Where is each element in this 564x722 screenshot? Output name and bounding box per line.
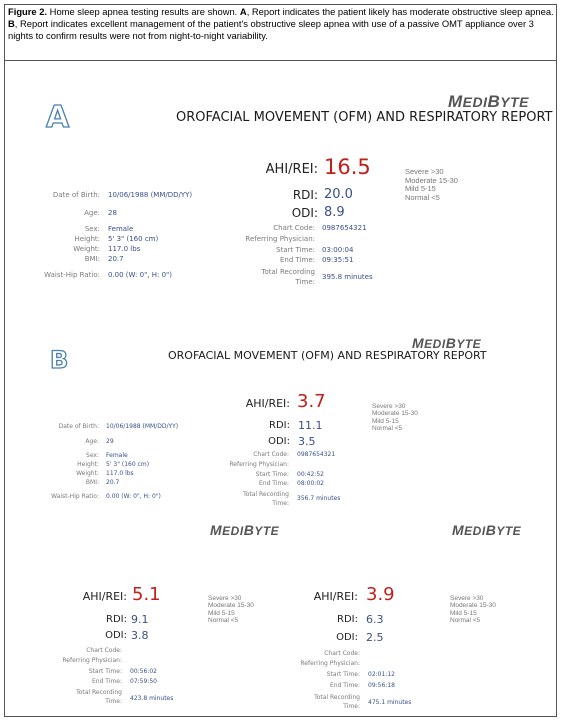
legend-severe: Severe >30 [208, 595, 242, 602]
ahi-value-night2: 5.1 [132, 584, 161, 605]
odi-value-a: 8.9 [324, 205, 345, 220]
legend-severe: Severe >30 [372, 403, 406, 410]
end-label-night2: End Time: [91, 678, 122, 685]
weight-value-b: 117.0 lbs [106, 470, 134, 477]
chart-code-label-b: Chart Code: [253, 451, 289, 458]
dob-value-a: 10/06/1988 (MM/DD/YY) [108, 191, 193, 199]
height-value-a: 5' 3" (160 cm) [108, 235, 159, 243]
ahi-label-b: AHI/REI: [245, 397, 290, 410]
rdi-label-night3: RDI: [337, 614, 358, 625]
odi-value-b: 3.5 [298, 435, 316, 448]
caption-label-b: B [8, 17, 15, 29]
total-value-b: 356.7 minutes [297, 495, 341, 502]
legend-mild: Mild 5-15 [372, 417, 399, 425]
end-label-b: End Time: [258, 480, 289, 487]
bmi-value-a: 20.7 [108, 255, 124, 263]
legend-severe: Severe >30 [405, 167, 444, 176]
whr-value-b: 0.00 (W: 0", H: 0") [106, 493, 161, 500]
ref-physician-label-night2: Referring Physician: [62, 657, 122, 664]
start-label-b: Start Time: [255, 471, 289, 478]
weight-label-a: Weight: [73, 245, 100, 253]
chart-code-label-a: Chart Code: [273, 224, 315, 232]
legend-severe: Severe >30 [450, 595, 484, 602]
chart-code-value-b: 0987654321 [297, 451, 336, 458]
whr-label-b: Waist-Hip Ratio: [51, 493, 99, 500]
end-label-night3: End Time: [329, 682, 360, 689]
severity-legend-night3 [450, 595, 496, 625]
end-label-a: End Time: [279, 256, 315, 264]
odi-value-night2: 3.8 [131, 629, 149, 642]
legend-moderate: Moderate 15-30 [405, 175, 458, 185]
ahi-label-night2: AHI/REI: [82, 590, 127, 603]
end-value-night2: 07:59:50 [130, 678, 157, 685]
report-title-a: OROFACIAL MOVEMENT (OFM) AND RESPIRATORY REPORT [176, 110, 553, 125]
start-value-b: 00:42:52 [297, 471, 324, 478]
legend-normal: Normal <5 [405, 192, 440, 202]
whr-label-a: Waist-Hip Ratio: [44, 271, 100, 279]
dob-label-a: Date of Birth: [52, 191, 100, 199]
height-label-b: Height: [77, 461, 99, 468]
age-value-b: 29 [106, 438, 114, 445]
end-value-b: 08:00:02 [297, 480, 324, 487]
dob-value-b: 10/06/1988 (MM/DD/YY) [106, 423, 179, 430]
legend-moderate: Moderate 15-30 [450, 602, 496, 610]
chart-code-label-night2: Chart Code: [86, 647, 122, 654]
start-value-night3: 02:01:12 [368, 671, 395, 678]
whr-value-a: 0.00 (W: 0", H: 0") [108, 271, 173, 279]
start-label-night2: Start Time: [88, 668, 122, 675]
total-value-a: 395.8 minutes [322, 273, 373, 281]
bmi-label-a: BMI: [84, 255, 100, 263]
legend-normal: Normal <5 [372, 425, 403, 433]
rdi-value-night3: 6.3 [366, 613, 384, 626]
ahi-value-a: 16.5 [324, 155, 371, 179]
sex-value-b: Female [106, 452, 128, 459]
ref-physician-label-night3: Referring Physician: [300, 660, 360, 667]
caption-text-1: Home sleep apnea testing results are shown. [47, 6, 240, 17]
legend-mild: Mild 5-15 [208, 609, 235, 617]
panel-letter-b: B [50, 346, 69, 374]
odi-label-night2: ODI: [105, 630, 127, 641]
medibyte-logo: MEDIBYTE [412, 335, 482, 351]
ref-physician-label-b: Referring Physician: [229, 461, 289, 468]
total-label-night3: Total Recording Time: [314, 694, 360, 710]
severity-legend-a [405, 168, 458, 203]
end-value-a: 09:35:51 [322, 256, 354, 264]
legend-normal: Normal <5 [208, 617, 239, 625]
ahi-label-a: AHI/REI: [265, 162, 318, 177]
report-title-b: OROFACIAL MOVEMENT (OFM) AND RESPIRATORY REPORT [168, 349, 487, 362]
sex-value-a: Female [108, 225, 134, 233]
legend-moderate: Moderate 15-30 [372, 410, 418, 418]
sex-label-a: Sex: [84, 225, 100, 233]
weight-label-b: Weight: [76, 470, 99, 477]
height-label-a: Height: [74, 235, 100, 243]
caption-label-a: A [239, 6, 247, 17]
age-value-a: 28 [108, 209, 117, 217]
rdi-label-night2: RDI: [106, 614, 127, 625]
start-label-night3: Start Time: [326, 671, 360, 678]
total-value-night3: 475.1 minutes [368, 699, 412, 706]
odi-value-night3: 2.5 [366, 631, 384, 644]
odi-label-b: ODI: [268, 436, 290, 447]
medibyte-logo: MEDIBYTE [452, 522, 522, 538]
bmi-value-b: 20.7 [106, 479, 120, 486]
severity-legend-night2 [208, 595, 254, 625]
ahi-value-b: 3.7 [297, 391, 326, 412]
caption-divider [4, 60, 557, 61]
start-value-a: 03:00:04 [322, 246, 354, 254]
height-value-b: 5' 3" (160 cm) [106, 461, 150, 468]
medibyte-logo: MEDIBYTE [448, 92, 530, 111]
caption-text-3: , Report indicates excellent management of the patient's obstructive sleep apnea with use of a passive OMT appliance over 3 nights to confirm results were not from night-to-night variability. [8, 17, 534, 41]
chart-code-value-a: 0987654321 [322, 224, 367, 232]
odi-label-night3: ODI: [336, 632, 358, 643]
start-label-a: Start Time: [276, 246, 315, 254]
severity-legend-b [372, 403, 418, 433]
rdi-label-a: RDI: [292, 188, 318, 202]
bmi-label-b: BMI: [85, 479, 99, 486]
rdi-value-night2: 9.1 [131, 613, 149, 626]
total-label-night2: Total Recording Time: [76, 689, 122, 705]
sex-label-b: Sex: [86, 452, 99, 459]
chart-code-label-night3: Chart Code: [324, 650, 360, 657]
ahi-label-night3: AHI/REI: [313, 590, 358, 603]
start-value-night2: 00:56:02 [130, 668, 157, 675]
age-label-b: Age: [85, 438, 99, 445]
total-value-night2: 423.8 minutes [130, 695, 174, 702]
ahi-value-night3: 3.9 [366, 584, 395, 605]
rdi-value-a: 20.0 [324, 187, 353, 202]
caption-figure-label: Figure 2. [8, 6, 48, 17]
legend-normal: Normal <5 [450, 617, 481, 625]
rdi-label-b: RDI: [269, 420, 290, 431]
medibyte-logo: MEDIBYTE [210, 522, 280, 538]
figure-caption [8, 6, 554, 41]
total-label-a: Total Recording Time: [261, 268, 315, 286]
odi-label-a: ODI: [291, 206, 318, 220]
rdi-value-b: 11.1 [298, 419, 323, 432]
weight-value-a: 117.0 lbs [108, 245, 141, 253]
legend-mild: Mild 5-15 [405, 184, 436, 194]
end-value-night3: 09:56:18 [368, 682, 395, 689]
total-label-b: Total Recording Time: [243, 491, 289, 507]
caption-text-2: , Report indicates the patient likely has moderate obstructive sleep apnea. [246, 6, 554, 17]
panel-letter-a: A [46, 100, 70, 135]
legend-mild: Mild 5-15 [450, 609, 477, 617]
legend-moderate: Moderate 15-30 [208, 602, 254, 610]
dob-label-b: Date of Birth: [58, 423, 99, 430]
ref-physician-label-a: Referring Physician: [245, 235, 315, 243]
age-label-a: Age: [84, 209, 100, 217]
